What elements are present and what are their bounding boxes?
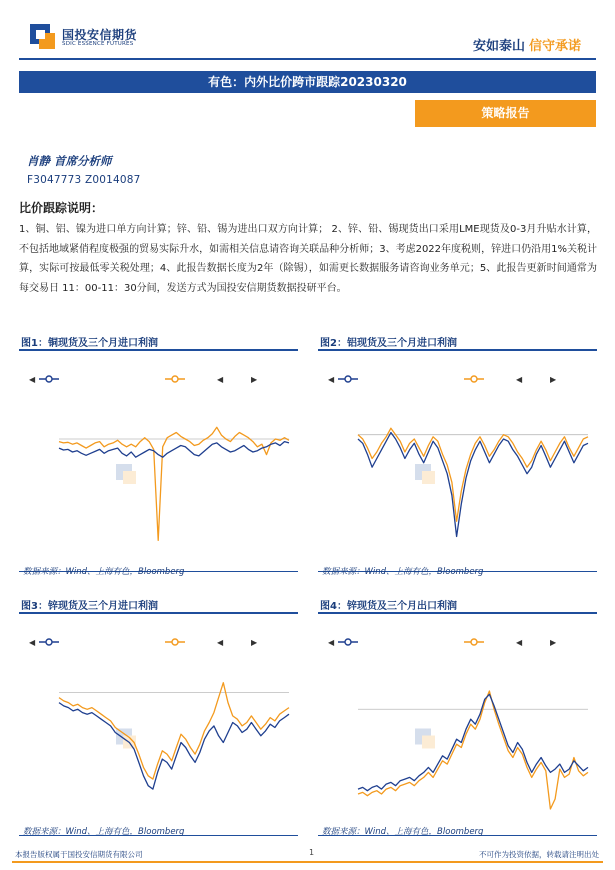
notes-body: 1、铜、铝、镍为进口单方向计算；锌、铅、锡为进出口双方向计算； 2、锌、铅、锡现货出口采用LME现货及0-3月升贴水计算，不包括地域紧俏程度极强的贸易实际升水，如需相关信息请咨询关联品种分析师；3、考虑2022年度税则，锌进口仍沿用1%关税计算，实际可按最低零关税处理；4、此报告数据长度为2年（除锡），如需更长数据服务请咨询业务单元；5、此报告更新时间通常为每交易日 11：00-11：30分间，发送方式为国投安信期货数据投研平台。	[19, 224, 597, 294]
analyst-license: F3047773 Z0014087	[27, 174, 141, 186]
chart-legend	[328, 375, 557, 384]
notes-heading: 比价跟踪说明：	[19, 201, 104, 215]
series-b-line	[59, 683, 289, 779]
footer-divider	[12, 861, 603, 863]
legend-prev-page-icon: ◀	[516, 375, 523, 384]
aluminium-chart	[318, 351, 597, 570]
logo-english-name: SDIC ESSENCE FUTURES	[62, 41, 134, 47]
chart-legend	[328, 638, 557, 647]
watermark	[415, 464, 435, 484]
figure-source: 数据来源：Wind、上海有色，Bloomberg	[23, 827, 185, 837]
watermark-logo-accent	[123, 471, 136, 484]
company-logo	[30, 24, 170, 52]
zinc-import-chart	[19, 614, 298, 834]
logo-mark-icon	[30, 24, 56, 50]
series-a-line	[59, 703, 289, 790]
legend-marker-series-a	[46, 639, 52, 645]
analyst-name: 肖静 首席分析师	[27, 154, 112, 168]
figure-title: 图1：铜现货及三个月进口利润	[21, 338, 158, 349]
slogan-part-a: 安如泰山	[472, 39, 525, 54]
legend-next-page-icon: ▶	[251, 638, 258, 647]
chart-legend	[29, 375, 258, 384]
report-title: 有色：内外比价跨市跟踪20230320	[19, 71, 596, 93]
legend-marker-series-b	[471, 639, 477, 645]
watermark-logo-accent	[422, 736, 435, 749]
figure-source: 数据来源：Wind、上海有色，Bloomberg	[322, 827, 484, 837]
series-a-line	[358, 694, 588, 790]
legend-marker-series-b	[471, 376, 477, 382]
report-type-tag: 策略报告	[415, 100, 596, 127]
figure-source: 数据来源：Wind、上海有色，Bloomberg	[23, 567, 185, 577]
footer-disclaimer: 不可作为投资依据，转载请注明出处	[479, 850, 599, 859]
slogan-part-b: 信守承诺	[528, 39, 581, 54]
figure-source: 数据来源：Wind、上海有色，Bloomberg	[322, 567, 484, 577]
header-divider	[19, 58, 596, 60]
watermark-logo-accent	[422, 471, 435, 484]
figure-title: 图4：锌现货及三个月出口利润	[320, 601, 457, 612]
chart-legend	[29, 638, 258, 647]
legend-marker-series-a	[345, 639, 351, 645]
series-b-line	[358, 428, 588, 521]
watermark	[116, 729, 136, 749]
legend-marker-series-b	[172, 639, 178, 645]
series-b-line	[59, 427, 289, 540]
page-number: 1	[309, 848, 315, 857]
legend-marker-series-a	[345, 376, 351, 382]
legend-prev-page-icon: ◀	[217, 638, 224, 647]
copper-chart	[19, 351, 298, 570]
legend-prev-icon: ◀	[29, 375, 36, 384]
slogan	[473, 35, 581, 54]
legend-next-page-icon: ▶	[251, 375, 258, 384]
legend-next-page-icon: ▶	[550, 375, 557, 384]
logo-name: 国投安信期货	[62, 28, 138, 42]
series-b-line	[358, 691, 588, 809]
legend-marker-series-b	[172, 376, 178, 382]
legend-prev-icon: ◀	[29, 638, 36, 647]
figure-title: 图3：锌现货及三个月进口利润	[21, 601, 158, 612]
legend-marker-series-a	[46, 376, 52, 382]
figure-title: 图2：铝现货及三个月进口利润	[320, 338, 457, 349]
legend-prev-page-icon: ◀	[217, 375, 224, 384]
legend-prev-icon: ◀	[328, 638, 335, 647]
legend-prev-page-icon: ◀	[516, 638, 523, 647]
legend-prev-icon: ◀	[328, 375, 335, 384]
watermark	[116, 464, 136, 484]
zinc-export-chart	[318, 614, 597, 834]
footer-copyright: 本报告版权属于国投安信期货有限公司	[15, 850, 143, 859]
legend-next-page-icon: ▶	[550, 638, 557, 647]
watermark	[415, 729, 435, 749]
